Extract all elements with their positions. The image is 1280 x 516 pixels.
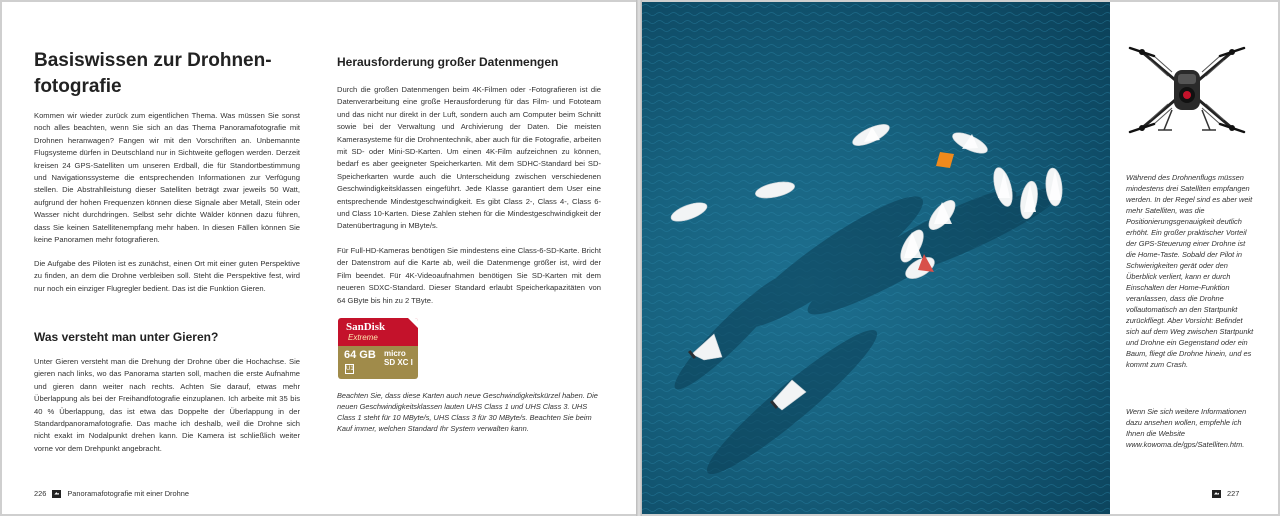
- running-head: Panoramafotografie mit einer Drohne: [67, 489, 189, 498]
- sailboats-svg: [642, 2, 1110, 514]
- sidebar-caption-1: Während des Drohnenflugs müssen mindestens drei Satelliten empfangen werden. In der Regel sind es aber weit mehr Satelliten, was die Positionierungsgenauigkeit deutlich erhöht. Ein großer praktischer Vorteil der GPS-Steuerung einer Drohne ist die Home-Taste. Sobald der Pilot in Schwierigkeiten gerät oder den Überblick verliert, kann er durch Einschalten der Home-Funktion veranlassen, dass die Drohne vollautomatisch an den Startpunkt zurückfliegt. Aber Vorsicht: Befindet sich auf dem Weg zwischen Startpunkt und Drohne ein Gegenstand oder ein Baum, fliegt die Drohne hinein, und es kommt zum Crash.: [1126, 173, 1254, 369]
- sd-card-line: Extreme: [348, 333, 378, 342]
- sd-card-image: [338, 318, 418, 379]
- sidebar-caption-2: Wenn Sie sich weitere Informationen dazu ansehen wollen, empfehle ich Ihnen die Website www.kowoma.de/gps/Satelliten.htm.: [1126, 407, 1247, 449]
- col1-paragraph-2: Die Aufgabe des Piloten ist es zunächst, einen Ort mit einer guten Perspektive zu finden, an dem die Drohne verbleiben soll. Steht die Perspektive fest, wird nur noch ein einziger Flugregler bedient. Das ist die Funktion Gieren.: [34, 259, 300, 293]
- col1-paragraph-1: Kommen wir wieder zurück zum eigentlichen Thema. Was müssen Sie sonst noch alles beachten, wenn Sie sich an das Thema Panoramafotografie mit Drohnen heranwagen? Fangen wir mit den Vorschriften an. Unbemannte Flugsysteme dürfen in Deutschland nur in Sichtweite geflogen werden. Derzeit kreisen 24 GPS-Satelliten um unseren Erdball, die für Standortbestimmung und Navigationssysteme die entsprechenden Informationen zur Verfügung stellen. Die Abstrahlleistung dieser Satelliten beträgt zwar jeweils 50 Watt, aufgrund der hohen Frequenzen können diese Signale aber Metall, Stein oder Wasser nicht durchdringen. Selbst sehr dichte Wälder können dazu führen, dass Sie keinen Satellitenempfang mehr haben. In diesen Fällen können Sie keine Panoramen mehr fotografieren.: [34, 111, 300, 245]
- page-photo-icon: [52, 490, 61, 498]
- sd-card-type: micro SD XC I: [384, 349, 413, 367]
- col2-heading: Herausforderung großer Datenmengen: [337, 55, 559, 69]
- sd-card-capacity: 64 GB: [344, 349, 376, 361]
- col2-paragraph-2: Für Full-HD-Kameras benötigen Sie mindestens eine Class-6-SD-Karte. Bricht der Datenstrom auf die Karte ab, weil die Datenmenge größer ist, wird der Film beendet. Für 4K-Videoaufnahmen benötigen Sie SD-Karten mit dem neueren SDXC-Standard. Dieser Standard erlaubt Speicherkapazitäten von 64 GByte bis hin zu 2 TByte.: [337, 246, 601, 305]
- footer-right: [1212, 489, 1239, 498]
- sd-card-caption: Beachten Sie, dass diese Karten auch neue Geschwindigkeitskürzel haben. Die neuen Geschwindigkeitsklassen lauten UHS Class 1 und UHS Class 3. UHS Class 1 steht für 10 MByte/s, UHS Class 3 für 30 MByte/s. Beachten Sie beim Kauf immer, welchen Standard Ihr System verwalten kann.: [337, 391, 598, 433]
- page-number-right: 227: [1227, 489, 1240, 498]
- page-number-left: 226: [34, 489, 47, 498]
- drone-illustration: [1128, 40, 1246, 140]
- page-title: Basiswissen zur Drohnen-fotografie: [34, 50, 272, 97]
- sd-card-uhs: U1: [346, 366, 354, 372]
- sailboats-photo: [642, 2, 1110, 514]
- page-photo-icon-right: [1212, 490, 1221, 498]
- footer-left: [34, 489, 189, 498]
- col2-paragraph-1: Durch die großen Datenmengen beim 4K-Filmen oder -Fotografieren ist die Datenverarbeitung eine große Herausforderung für das Film- und Fototeam und das nicht nur direkt in der Luft, sondern auch am Computer beim Schnitt sowie bei der Verwaltung und Archivierung der Daten. Die meisten Kamerasysteme für die Drohnentechnik, aber auch für die Fotografie, arbeiten mit SD- oder Mini-SD-Karten. Um einen 4K-Film aufzeichnen zu können, bedarf es aber geeigneter Speicherkarten. Mit dem SDHC-Standard bei SD-Speicherkarten wurde auch die Unterscheidung zwischen verschiedenen Geschwindigkeitsklassen eingeführt. Jede Klasse garantiert dem User eine entsprechende Mindestgeschwindigkeit. Es gibt Class 2-, Class 4-, Class 6- und Class 10-Karten. Diese Zahlen stehen für die Mindestgeschwindigkeit der Datenübertragung in MByte/s.: [337, 85, 601, 231]
- col1-paragraph-3: Unter Gieren versteht man die Drehung der Drohne über die Hochachse. Sie gieren nach links, wo das Panorama starten soll, machen die erste Aufnahme und gieren dann weiter nach rechts. Achten Sie darauf, etwas mehr Überlappung als bei der Freihandfotografie einzuplanen. Ich arbeite mit 35 bis 40 % Überlappung, das ist etwa das Doppelte der Überlappung in der Standardpanoramafotografie. Das mache ich deshalb, weil die Drohne sich nicht exakt im Nodalpunkt drehen kann. Die Kamera ist schließlich weiter vorne vor dem Drehpunkt angebracht.: [34, 357, 300, 453]
- col1-heading: Was versteht man unter Gieren?: [34, 330, 219, 344]
- sd-card-brand: SanDisk: [346, 321, 386, 333]
- drone-svg: [1128, 40, 1246, 140]
